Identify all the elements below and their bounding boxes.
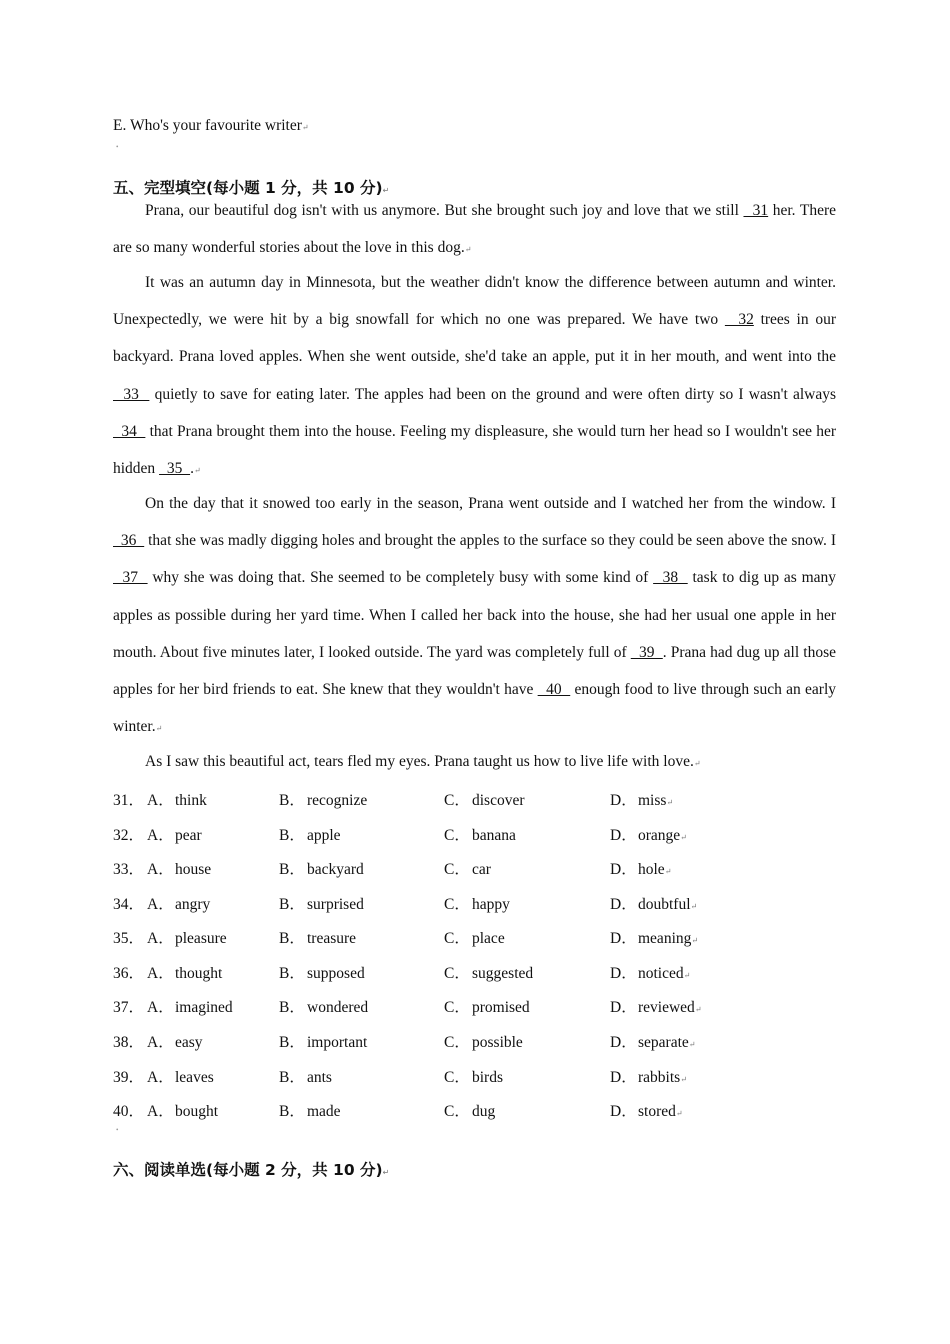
option-letter: A． (147, 861, 174, 878)
option-letter: D． (610, 999, 637, 1016)
option-text: dug (472, 1103, 496, 1120)
option-text: house (175, 861, 212, 878)
option-letter: D． (610, 792, 637, 809)
option-d: D．rabbits↵ (610, 1065, 687, 1087)
option-text: meaning (638, 930, 692, 947)
option-a (147, 1065, 214, 1087)
option-text: pear (175, 827, 202, 844)
option-letter: D． (610, 965, 637, 982)
question-row (113, 823, 833, 847)
option-letter: C． (444, 930, 470, 947)
option-text: recognize (307, 792, 368, 809)
option-text: wondered (307, 999, 369, 1016)
paragraph-mark: • (116, 1126, 119, 1134)
option-text: orange (638, 827, 681, 844)
option-letter: D． (610, 827, 637, 844)
section-6-title: 六、阅读单选(每小题 2 分，共 10 分)↵ (113, 1161, 390, 1179)
question-number: 39． (113, 1069, 145, 1086)
blank-38: 38 (653, 569, 688, 587)
option-b (279, 823, 341, 845)
option-letter: D． (610, 1103, 637, 1120)
option-letter: C． (444, 1103, 470, 1120)
option-d: D．miss↵ (610, 788, 673, 810)
question-row (113, 788, 833, 812)
option-letter: A． (147, 1069, 174, 1086)
option-letter: C． (444, 1034, 470, 1051)
option-text: rabbits (638, 1069, 681, 1086)
option-text: stored (638, 1103, 676, 1120)
intro-item: E. Who's your favourite writer↵ (113, 117, 309, 134)
option-text: separate (638, 1034, 689, 1051)
option-letter: A． (147, 896, 174, 913)
option-c (444, 1030, 523, 1052)
option-letter: C． (444, 999, 470, 1016)
option-c (444, 926, 505, 948)
option-letter: C． (444, 827, 470, 844)
option-text: apple (307, 827, 341, 844)
option-b (279, 961, 365, 983)
blank-35: 35 (159, 460, 191, 478)
option-letter: D． (610, 896, 637, 913)
passage-paragraph-1: Prana, our beautiful dog isn't with us anymore. But she brought such joy and love that we still 31 her. There are so many wonderful stories about the love in this dog.↵ (113, 202, 836, 257)
option-letter: C． (444, 861, 470, 878)
option-text: hole (638, 861, 665, 878)
blank-34: 34 (113, 422, 146, 440)
question-row (113, 926, 833, 950)
option-text: angry (175, 896, 211, 913)
question-number: 32． (113, 827, 145, 844)
question-number: 31． (113, 792, 145, 809)
passage-paragraph-2: It was an autumn day in Minnesota, but the weather didn't know the difference between autumn and winter. Unexpectedly, we were hit by a big snowfall for which no one was prepared. We have two 32 trees in our backyard. Prana loved apples. When she went outside, she'd take an apple, put it in her mouth, and went into the 33 quietly to save for eating later. The apples had been on the ground and were often dirty so I wasn't always 34 that Prana brought them into the house. Feeling my displeasure, she would turn her head so I wouldn't see her hidden 35 .↵ (113, 274, 837, 478)
option-text: miss (638, 792, 667, 809)
question-number: 40． (113, 1103, 145, 1120)
option-b (279, 892, 364, 914)
question-number: 38． (113, 1034, 145, 1051)
option-a (147, 995, 233, 1017)
question-row (113, 995, 833, 1019)
option-letter: D． (610, 861, 637, 878)
option-d: D．separate↵ (610, 1030, 695, 1052)
option-d: D．noticed↵ (610, 961, 690, 983)
option-letter: A． (147, 827, 174, 844)
option-b (279, 1065, 332, 1087)
option-letter: A． (147, 999, 174, 1016)
option-letter: C． (444, 1069, 470, 1086)
option-text: happy (472, 896, 510, 913)
option-text: place (472, 930, 505, 947)
option-c (444, 788, 525, 810)
question-row (113, 1099, 833, 1123)
option-text: bought (175, 1103, 219, 1120)
option-text: doubtful (638, 896, 691, 913)
option-b (279, 857, 364, 879)
passage-paragraph-4: As I saw this beautiful act, tears fled my eyes. Prana taught us how to live life with love.↵ (145, 753, 701, 770)
option-letter: A． (147, 1034, 174, 1051)
option-letter: A． (147, 930, 174, 947)
option-letter: C． (444, 965, 470, 982)
option-c (444, 1099, 495, 1121)
option-d: D．hole↵ (610, 857, 671, 879)
option-letter: B． (279, 1034, 305, 1051)
option-text: easy (175, 1034, 203, 1051)
option-text: imagined (175, 999, 233, 1016)
blank-31: 31 (743, 202, 769, 219)
question-row (113, 892, 833, 916)
option-text: backyard (307, 861, 364, 878)
option-c (444, 857, 491, 879)
option-d: D．doubtful↵ (610, 892, 697, 914)
option-c (444, 995, 530, 1017)
question-row (113, 961, 833, 985)
option-b (279, 788, 367, 810)
option-c (444, 892, 510, 914)
option-letter: A． (147, 1103, 174, 1120)
question-row (113, 1065, 833, 1089)
option-text: car (472, 861, 491, 878)
option-letter: C． (444, 792, 470, 809)
option-a (147, 857, 211, 879)
question-number: 33． (113, 861, 145, 878)
option-a (147, 823, 202, 845)
option-b (279, 1030, 367, 1052)
question-number: 35． (113, 930, 145, 947)
option-text: leaves (175, 1069, 214, 1086)
option-text: discover (472, 792, 525, 809)
section-5-title: 五、完型填空(每小题 1 分，共 10 分)↵ (113, 179, 390, 197)
option-letter: A． (147, 965, 174, 982)
option-text: birds (472, 1069, 503, 1086)
option-c (444, 961, 533, 983)
option-letter: B． (279, 827, 305, 844)
option-c (444, 823, 516, 845)
option-d: D．orange↵ (610, 823, 687, 845)
option-letter: D． (610, 1069, 637, 1086)
option-b (279, 926, 356, 948)
option-a (147, 788, 207, 810)
blank-37: 37 (113, 569, 148, 587)
option-a (147, 892, 210, 914)
option-text: banana (472, 827, 516, 844)
question-number: 36． (113, 965, 145, 982)
passage-paragraph-3: On the day that it snowed too early in the season, Prana went outside and I watched her from the window. I 36 that she was madly digging holes and brought the apples to the surface so they could be seen above the snow. I 37 why she was doing that. She seemed to be completely busy with some kind of 38 task to dig up as many apples as possible during her yard time. When I called her back into the house, she had her usual one apple in her mouth. About five minutes later, I looked outside. The yard was completely full of 39 . Prana had dug up all those apples for her bird friends to eat. She knew that they wouldn't have 40 enough food to live through such an early winter.↵ (113, 495, 837, 736)
blank-33: 33 (113, 385, 150, 403)
option-letter: B． (279, 1069, 305, 1086)
option-a (147, 1030, 203, 1052)
option-letter: B． (279, 1103, 305, 1120)
option-letter: B． (279, 965, 305, 982)
option-b (279, 1099, 341, 1121)
blank-36: 36 (113, 532, 145, 550)
option-b (279, 995, 368, 1017)
option-text: important (307, 1034, 368, 1051)
option-letter: A． (147, 792, 174, 809)
option-a (147, 961, 222, 983)
option-letter: B． (279, 930, 305, 947)
option-text: think (175, 792, 207, 809)
option-c (444, 1065, 503, 1087)
question-number: 37． (113, 999, 145, 1016)
option-text: thought (175, 965, 223, 982)
paragraph-mark: • (116, 143, 119, 151)
question-row (113, 1030, 833, 1054)
option-text: promised (472, 999, 530, 1016)
option-letter: B． (279, 999, 305, 1016)
option-text: supposed (307, 965, 365, 982)
option-letter: B． (279, 792, 305, 809)
option-a (147, 926, 227, 948)
option-text: ants (307, 1069, 332, 1086)
question-row (113, 857, 833, 881)
option-d: D．stored↵ (610, 1099, 683, 1121)
question-number: 34． (113, 896, 145, 913)
blank-40: 40 (537, 681, 571, 699)
option-text: surprised (307, 896, 364, 913)
option-letter: D． (610, 1034, 637, 1051)
option-letter: B． (279, 896, 305, 913)
option-letter: C． (444, 896, 470, 913)
option-letter: D． (610, 930, 637, 947)
option-d: D．meaning↵ (610, 926, 698, 948)
option-text: noticed (638, 965, 684, 982)
option-text: pleasure (175, 930, 227, 947)
intro-item-text: E. Who's your favourite writer (113, 117, 302, 134)
option-a (147, 1099, 218, 1121)
option-text: treasure (307, 930, 357, 947)
option-text: reviewed (638, 999, 695, 1016)
blank-32: 32 (724, 311, 754, 329)
option-text: made (307, 1103, 341, 1120)
option-d: D．reviewed↵ (610, 995, 702, 1017)
blank-39: 39 (630, 643, 663, 661)
option-text: suggested (472, 965, 534, 982)
option-letter: B． (279, 861, 305, 878)
option-text: possible (472, 1034, 523, 1051)
